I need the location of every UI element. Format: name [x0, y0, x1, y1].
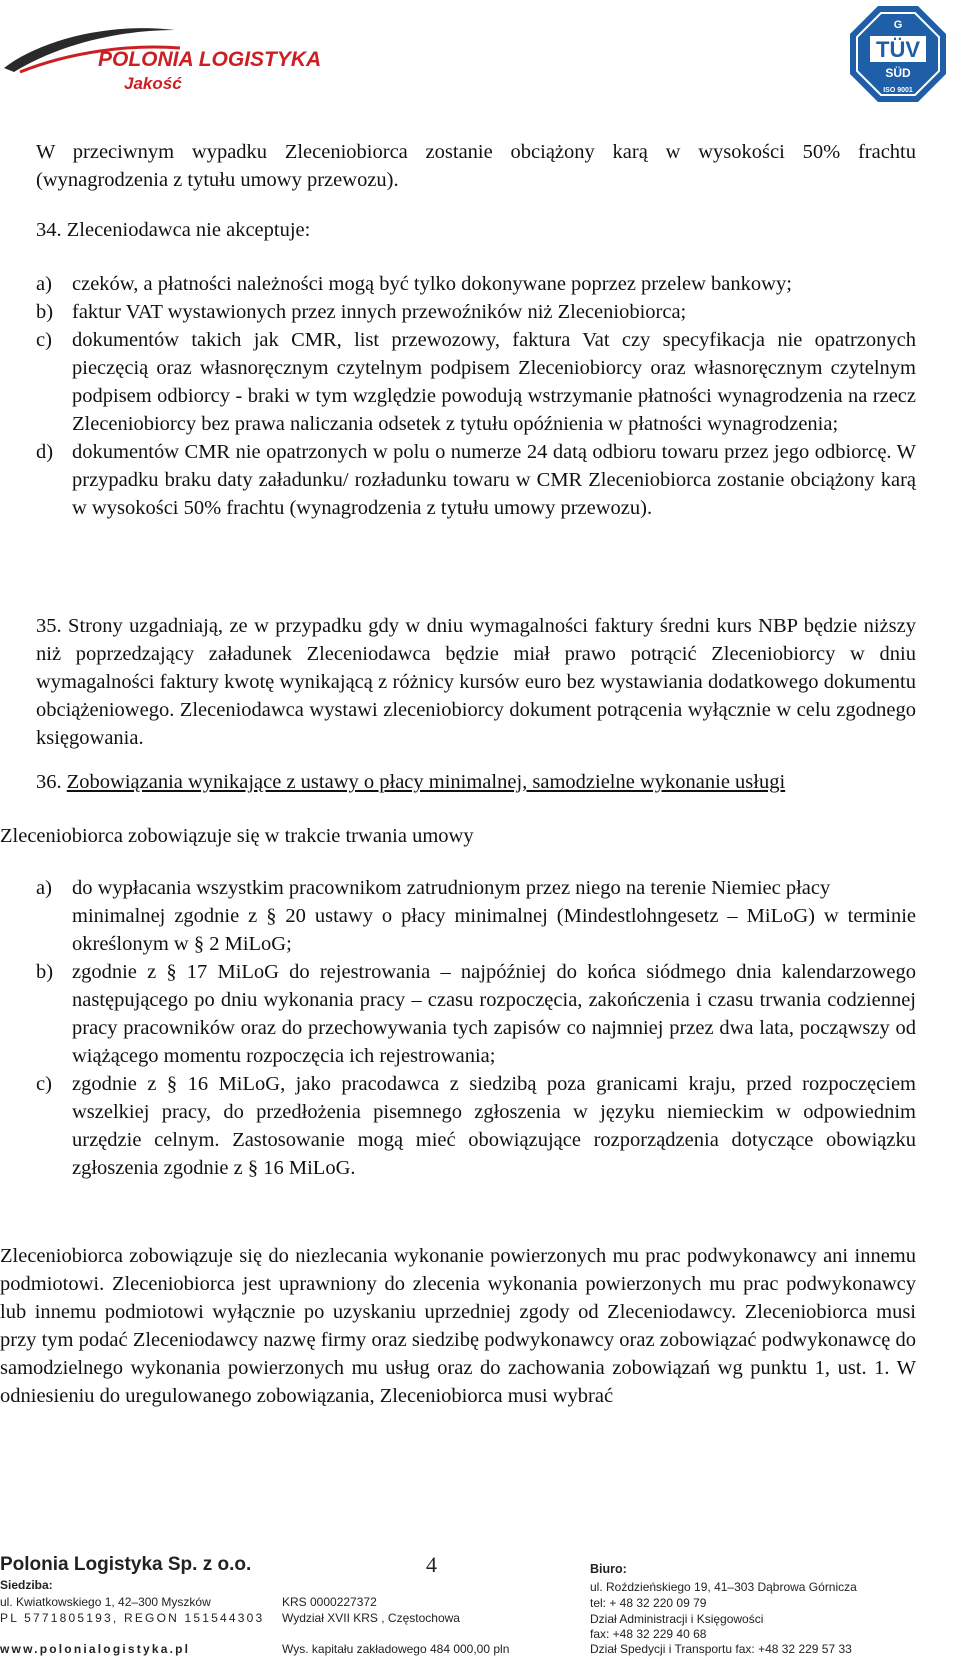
- footer-tel: tel: + 48 32 220 09 79: [590, 1596, 707, 1610]
- list-item: d) dokumentów CMR nie opatrzonych w polu o numerze 24 datą odbioru towaru przez jego odbiorcę. W przypadku braku daty załadunku/ rozładunku towaru w CMR Zleceniobiorca zostanie obciążony karą w wysokości 50% frachtu (wynagrodzenia z tytułu umowy przewozu).: [36, 441, 916, 519]
- logo-sub-text: Jakość: [124, 74, 182, 93]
- footer-siedziba-label: Siedziba:: [0, 1578, 53, 1592]
- footer-fax: fax: +48 32 229 40 68: [590, 1627, 707, 1641]
- list-item: b) zgodnie z § 17 MiLoG do rejestrowania – najpóźniej do końca siódmego dnia kalendarzowego następującego po dniu wykonania pracy – czasu rozpoczęcia, zakończenia i czasu trwania codziennej pracy pracowników oraz do przechowywania tych zapisów co najmniej przez dwa lata, począwszy od wiążącego momentu rozpoczęcia ich rejestrowania;: [36, 961, 916, 1067]
- tuv-certification-badge: [848, 4, 948, 104]
- svg-text:SÜD: SÜD: [885, 66, 911, 80]
- footer-website[interactable]: www.polonialogistyka.pl: [0, 1642, 191, 1656]
- paragraph-penalty: W przeciwnym wypadku Zleceniobiorca zostanie obciążony karą w wysokości 50% frachtu (wynagrodzenia z tytułu umowy przewozu).: [36, 141, 916, 191]
- section-36-list: [36, 874, 916, 1182]
- logo-brand-text: POLONIA LOGISTYKA: [98, 48, 322, 71]
- footer-capital: Wys. kapitału zakładowego 484 000,00 pln: [282, 1642, 510, 1656]
- svg-text:G: G: [893, 19, 903, 31]
- svg-text:ISO 9001: ISO 9001: [883, 87, 913, 94]
- polonia-logistyka-logo: [0, 0, 322, 110]
- list-item: b) faktur VAT wystawionych przez innych przewoźników niż Zleceniobiorca;: [36, 301, 687, 323]
- section-36-intro: Zleceniobiorca zobowiązuje się w trakcie trwania umowy: [0, 825, 474, 847]
- tuv-main-text: TÜV: [876, 37, 920, 62]
- list-item: c) zgodnie z § 16 MiLoG, jako pracodawca z siedzibą poza granicami kraju, przed rozpoczęciem wszelkiej pracy, do przedłożenia pisemnego zgłoszenia w języku niemieckim w odpowiednim urzędzie celnym. Zastosowanie mogą mieć obowiązujące rozporządzenia dotyczące obowiązku zgłoszenia zgodnie z § 16 MiLoG.: [36, 1073, 916, 1179]
- footer-nip-regon: PL 5771805193, REGON 151544303: [0, 1611, 265, 1625]
- list-item: a) czeków, a płatności należności mogą być tylko dokonywane poprzez przelew bankowy;: [36, 273, 792, 295]
- section-35-paragraph: 35. Strony uzgadniają, ze w przypadku gdy w dniu wymagalności faktury średni kurs NBP będzie niższy niż poprzedzający załadunek Zleceniodawca będzie miał prawo potrącić Zleceniobiorcy w dniu wymagalności faktury kwotę wynikającą z różnicy kursów euro bez wystawiania dodatkowego dokumentu obciążeniowego. Zleceniodawca wystawi zleceniobiorcy dokument potrącenia wyłącznie w celu zgodnego księgowania.: [36, 615, 916, 749]
- section-36-heading: 36. Zobowiązania wynikające z ustawy o płacy minimalnej, samodzielne wykonanie usługi: [36, 771, 786, 793]
- section-34-list: [36, 270, 916, 522]
- list-item: c) dokumentów takich jak CMR, list przewozowy, faktura Vat czy specyfikacja nie opatrzonych pieczęcią oraz własnoręcznym czytelnym podpisem Zleceniobiorcy oraz własnoręcznym czytelnym podpisem odbiorcy - braki w tym względzie powodują wstrzymanie płatności wynagrodzenia na rzecz Zleceniobiorcy bez prawa naliczania odsetek z tytułu opóźnienia w płatności wynagrodzenia;: [36, 329, 916, 435]
- footer-krs: KRS 0000227372: [282, 1595, 377, 1609]
- footer-company-name: Polonia Logistyka Sp. z o.o.: [0, 1554, 252, 1575]
- footer-biuro-address: ul. Roździeńskiego 19, 41–303 Dąbrowa Górnicza: [590, 1580, 857, 1594]
- page-number: 4: [426, 1552, 437, 1577]
- section-36-title: Zobowiązania wynikające z ustawy o płacy minimalnej, samodzielne wykonanie usługi: [66, 771, 786, 793]
- footer-court: Wydział XVII KRS , Częstochowa: [282, 1611, 460, 1625]
- footer-dept-admin: Dział Administracji i Księgowości: [590, 1612, 764, 1626]
- subcontracting-paragraph: Zleceniobiorca zobowiązuje się do niezlecania wykonanie powierzonych mu prac podwykonawcy ani innemu podmiotowi. Zleceniobiorca jest uprawniony do zlecenia wykonania powierzonych mu prac podwykonawcy lub innemu podmiotowi wyłącznie po uzyskaniu uprzedniej zgody od Zleceniodawcy. Zleceniobiorca musi przy tym podać Zleceniodawcy nazwę firmy oraz siedzibę podwykonawcy oraz zobowiązać podwykonawcę do samodzielnego wykonania powierzonych mu usług oraz do zachowania zobowiązań wg punktu 1, ust. 1. W odniesieniu do uregulowanego zobowiązania, Zleceniobiorca musi wybrać: [0, 1245, 916, 1407]
- page-footer: [0, 1552, 960, 1666]
- list-item: a) do wypłacania wszystkim pracownikom zatrudnionym przez niego na terenie Niemiec płacy minimalnej zgodnie z § 20 ustawy o płacy minimalnej (Mindestlohngesetz – MiLoG) w terminie określonym w § 2 MiLoG;: [36, 877, 916, 955]
- footer-dept-spedycja: Dział Spedycji i Transportu fax: +48 32 229 57 33: [590, 1642, 852, 1656]
- footer-address: ul. Kwiatkowskiego 1, 42–300 Myszków: [0, 1595, 211, 1609]
- footer-biuro-label: Biuro:: [590, 1562, 627, 1576]
- section-34-heading: 34. Zleceniodawca nie akceptuje:: [36, 219, 311, 241]
